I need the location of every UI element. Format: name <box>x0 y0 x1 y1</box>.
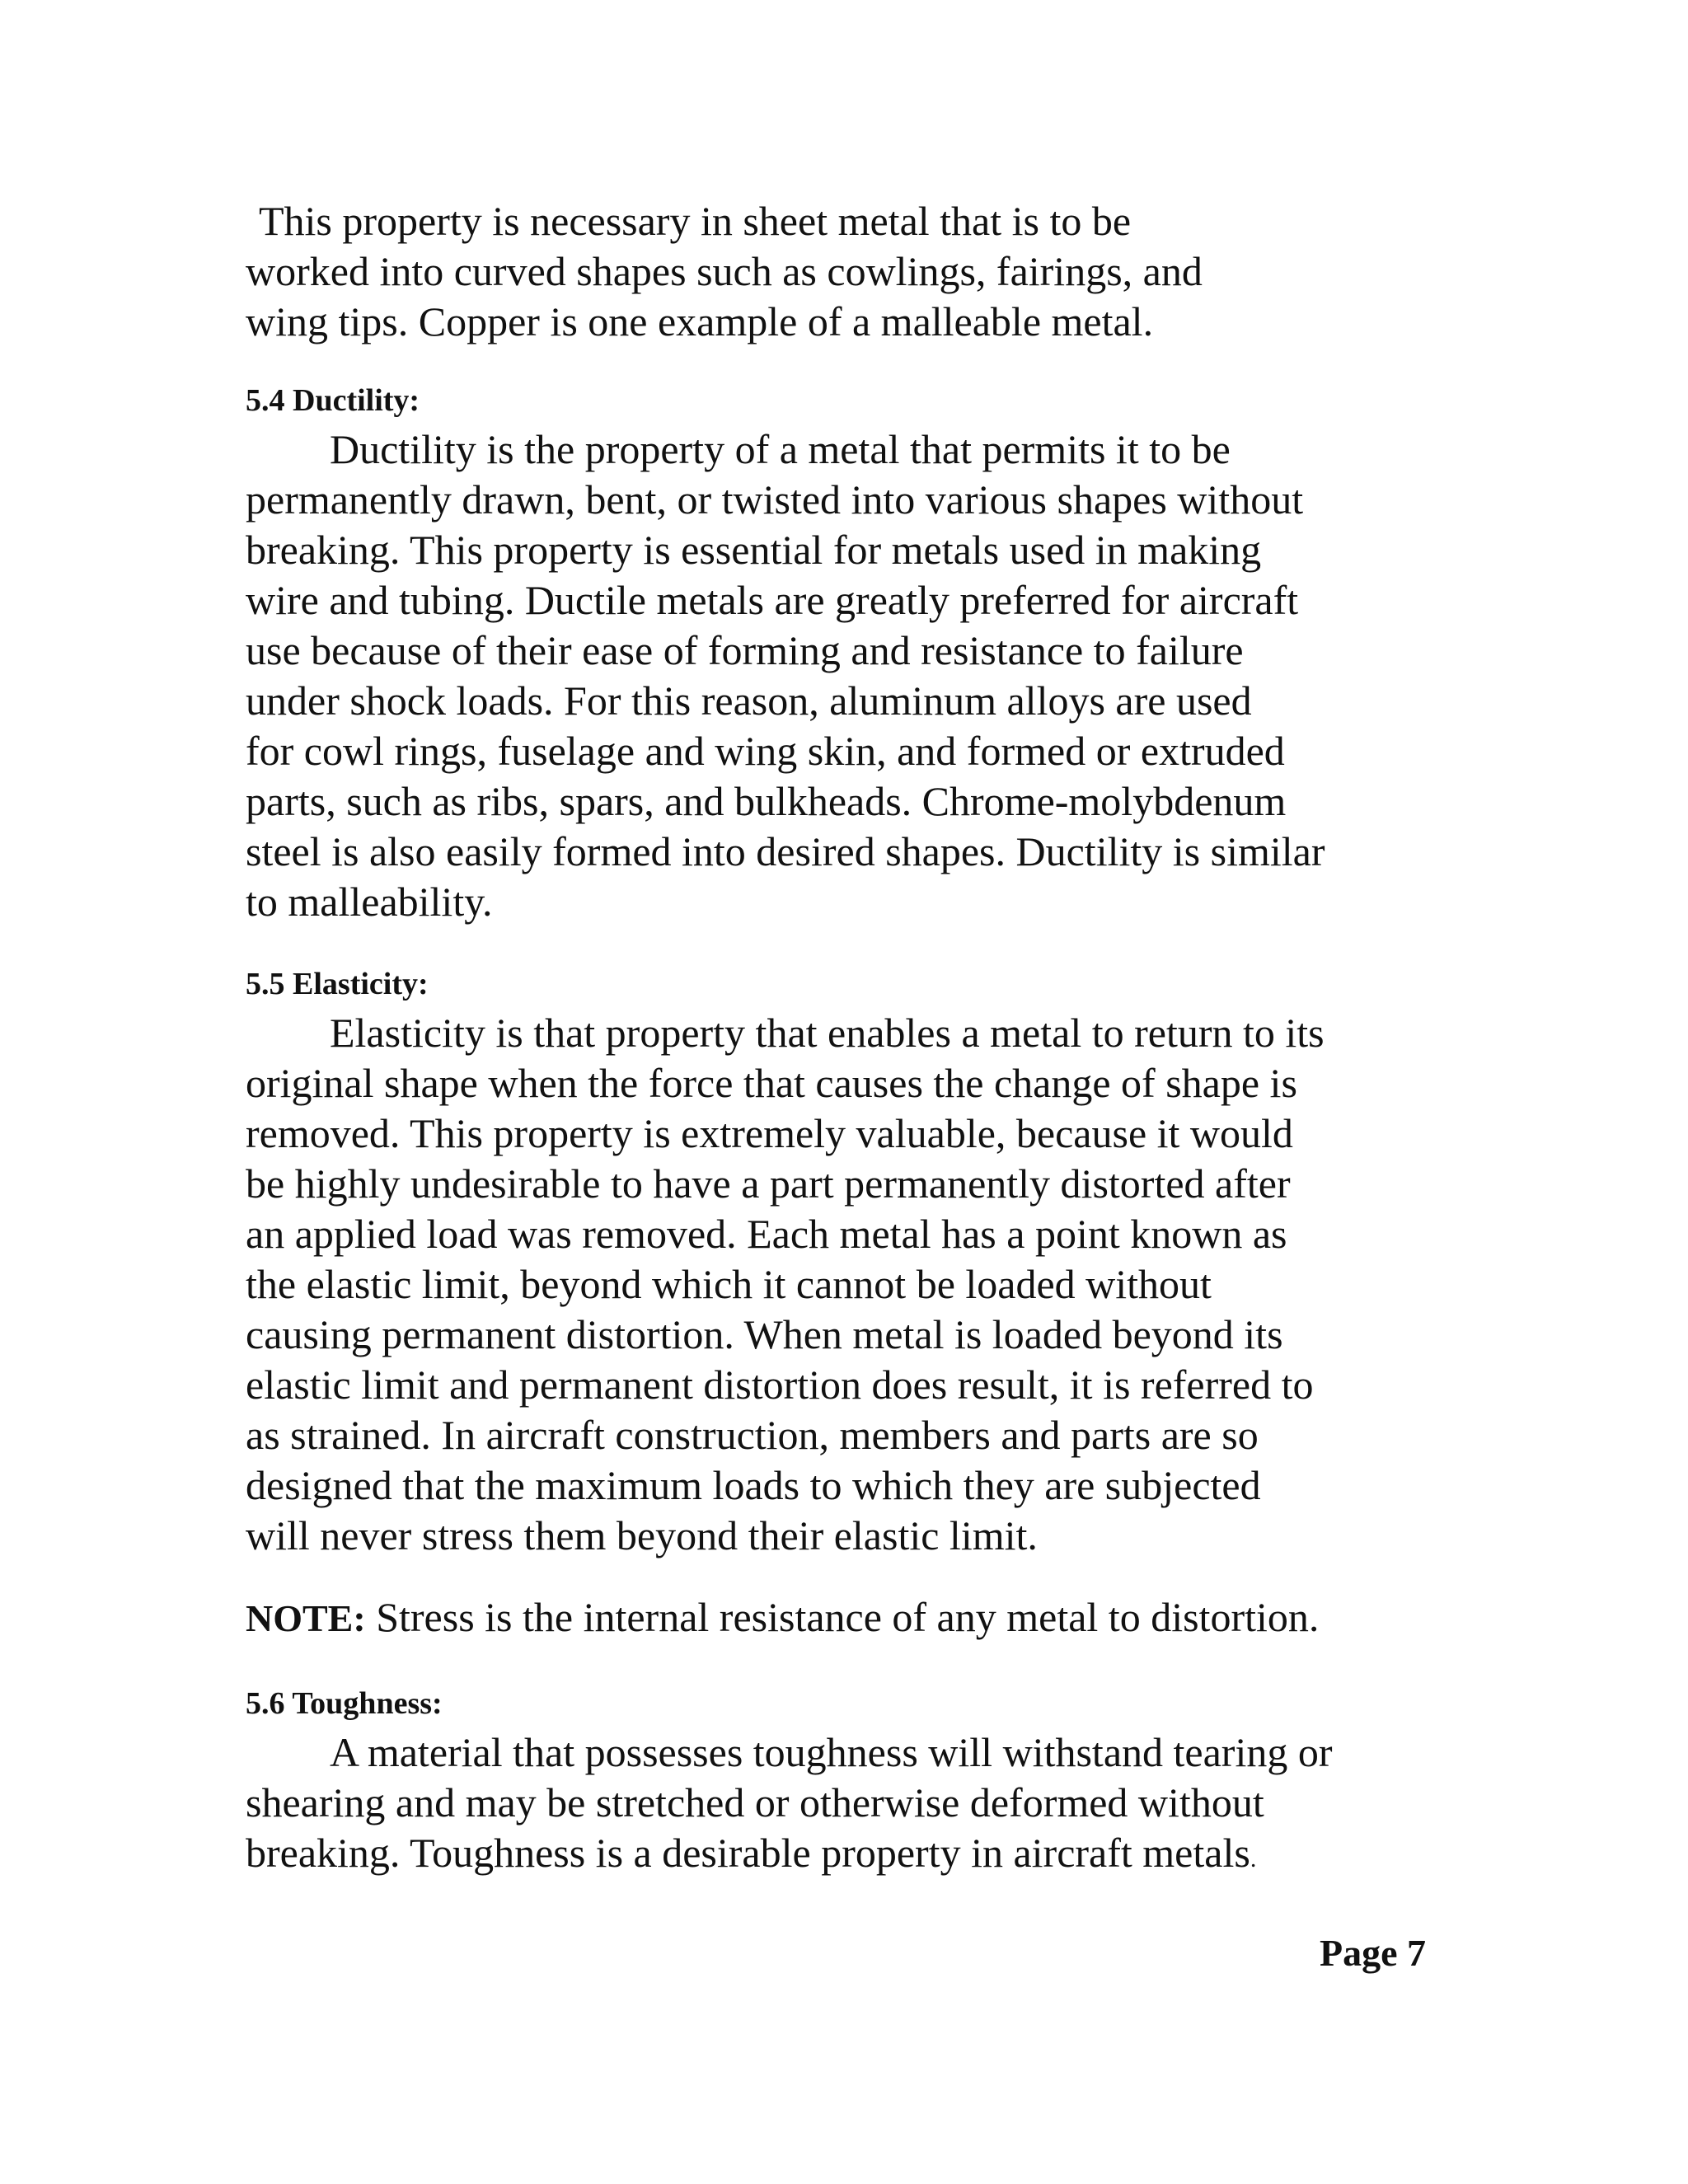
text-line: as strained. In aircraft construction, members and parts are so <box>246 1412 1259 1458</box>
text-line: designed that the maximum loads to which they are subjected <box>246 1462 1261 1508</box>
text-line: permanently drawn, bent, or twisted into various shapes without <box>246 476 1304 523</box>
text-line: to malleability. <box>246 879 493 925</box>
text-line: Elasticity is that property that enables a metal to return to its <box>330 1010 1325 1056</box>
text-line: worked into curved shapes such as cowlings, fairings, and <box>246 248 1203 294</box>
note-text: Stress is the internal resistance of any metal to distortion. <box>365 1594 1320 1640</box>
text-line: causing permanent distortion. When metal is loaded beyond its <box>246 1311 1283 1357</box>
ductility-paragraph <box>246 424 1449 927</box>
text-line: elastic limit and permanent distortion does result, it is referred to <box>246 1361 1314 1408</box>
text-line: A material that possesses toughness will withstand tearing or <box>330 1729 1333 1775</box>
text-line: for cowl rings, fuselage and wing skin, and formed or extruded <box>246 728 1285 774</box>
page-content <box>246 196 1449 1884</box>
intro-paragraph <box>246 196 1449 347</box>
text-line-body: breaking. Toughness is a desirable property in aircraft metals <box>246 1830 1250 1876</box>
text-line: breaking. This property is essential for metals used in making <box>246 527 1262 573</box>
text-line: steel is also easily formed into desired shapes. Ductility is similar <box>246 828 1325 874</box>
text-line: use because of their ease of forming and resistance to failure <box>246 627 1244 673</box>
text-line: shearing and may be stretched or otherwise deformed without <box>246 1779 1264 1825</box>
text-line: Ductility is the property of a metal that permits it to be <box>330 426 1231 472</box>
text-line: be highly undesirable to have a part permanently distorted after <box>246 1160 1291 1207</box>
text-line: an applied load was removed. Each metal has a point known as <box>246 1211 1287 1257</box>
elasticity-paragraph <box>246 1008 1449 1561</box>
text-line: will never stress them beyond their elastic limit. <box>246 1512 1038 1558</box>
text-line: removed. This property is extremely valuable, because it would <box>246 1110 1293 1156</box>
text-line: under shock loads. For this reason, aluminum alloys are used <box>246 677 1252 724</box>
text-line: wire and tubing. Ductile metals are greatly preferred for aircraft <box>246 577 1299 623</box>
section-heading-toughness: 5.6 Toughness: <box>246 1686 443 1721</box>
stress-note <box>246 1592 1449 1643</box>
section-heading-ductility: 5.4 Ductility: <box>246 383 420 418</box>
final-period: . <box>1250 1845 1257 1872</box>
text-line: original shape when the force that causes the change of shape is <box>246 1060 1297 1106</box>
text-line: parts, such as ribs, spars, and bulkheads. Chrome-molybdenum <box>246 778 1287 824</box>
toughness-paragraph <box>246 1727 1449 1884</box>
text-line: the elastic limit, beyond which it cannot be loaded without <box>246 1261 1212 1307</box>
note-label: NOTE: <box>246 1597 366 1639</box>
text-line <box>246 1828 1449 1884</box>
page-number: Page 7 <box>1319 1932 1426 1974</box>
text-line: wing tips. Copper is one example of a malleable metal. <box>246 298 1154 344</box>
text-line: This property is necessary in sheet metal that is to be <box>259 198 1132 244</box>
section-heading-elasticity: 5.5 Elasticity: <box>246 967 429 1001</box>
